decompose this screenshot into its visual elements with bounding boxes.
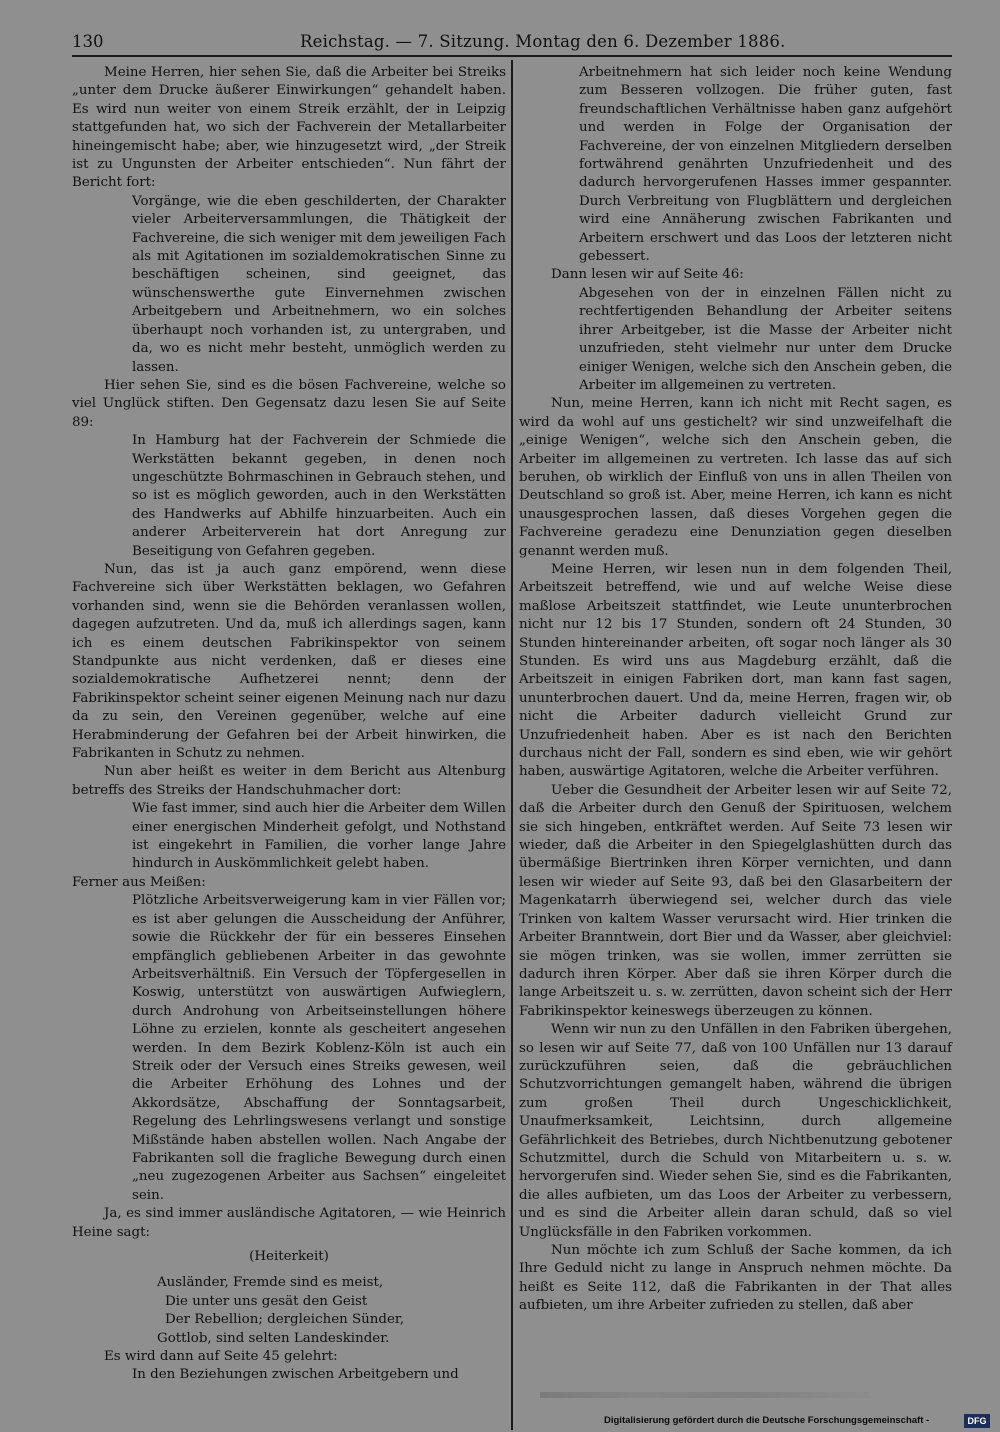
block-quote: In den Beziehungen zwischen Arbeitgebern und (132, 1367, 459, 1383)
page-number: 130 (72, 32, 104, 51)
dfg-logo: DFG (964, 1414, 990, 1428)
left-column (72, 64, 506, 1385)
block-quote: Abgesehen von der in einzelnen Fällen nicht zu rechtfertigenden Behandlung der Arbeiter seitens ihrer Arbeitgeber, ist die Masse der Arbeiter nicht unzufrieden, steht vielmehr nur unter dem Drucke einiger Wenigen, welche sich den Anschein geben, die Arbeiter im allgemeinen zu vertreten. (579, 285, 952, 393)
paragraph: Meine Herren, hier sehen Sie, daß die Arbeiter bei Streiks „unter dem Drucke äußerer Einwirkungen“ gehandelt haben. Es wird nun weiter von einem Streik erzählt, der in Leipzig stattgefunden hat, wo sich der Fachverein der Metallarbeiter hineingemischt habe; aber, wie hinzugesetzt wird, „der Streik ist zu Ungunsten der Arbeiter entschieden“. Nun fährt der Bericht fort: (72, 65, 506, 191)
block-quote: Wie fast immer, sind auch hier die Arbeiter dem Willen einer energischen Minderheit gefolgt, und Nothstand ist eingekehrt in Familien, die vorher lange Jahre hindurch in Auskömmlichkeit gelebt haben. (132, 801, 506, 872)
paragraph: Nun, meine Herren, kann ich nicht mit Recht sagen, es wird da wohl auf uns gestichelt? wir sind unzweifelhaft die „einige Wenigen“, welche sich den Anschein geben, die Arbeiter im allgemeinen zu vertreten. Ich lasse das auf sich beruhen, ob wirklich der Einfluß von uns in allen Theilen von Deutschland so groß ist. Aber, meine Herren, ich kann es nicht unausgesprochen lassen, daß dieses Vorgehen gegen die Fachvereine geradezu eine Denunziation gegen dieselben genannt werden muß. (519, 396, 952, 559)
right-column-paragraphs (519, 64, 952, 1316)
block-quote: Vorgänge, wie die eben geschilderten, der Charakter vieler Arbeiterversammlungen, die Thätigkeit der Fachvereine, die sich weniger mit dem jeweiligen Fach als mit Agitationen im sozialdemokratischen Sinne zu beschäftigen scheinen, sind geeignet, das wünschenswerthe gute Einvernehmen zwischen Arbeitgebern und Arbeitnehmern, wo ein solches überhaupt noch vorhanden ist, zu untergraben, und da, wo es nicht mehr besteht, unmöglich werden zu lassen. (132, 193, 506, 375)
paragraph: Dann lesen wir auf Seite 46: (551, 267, 744, 283)
paragraph: Hier sehen Sie, sind es die bösen Fachvereine, welche so viel Unglück stiften. Den Gegensatz dazu lesen Sie auf Seite 89: (72, 377, 506, 430)
footer-credit: Digitalisierung gefördert durch die Deutsche Forschungsgemeinschaft - (604, 1415, 930, 1426)
poem-line: Die unter uns gesät den Geist (165, 1293, 368, 1309)
paragraph: Ferner aus Meißen: (72, 874, 206, 890)
paragraph: Nun aber heißt es weiter in dem Bericht aus Altenburg betreffs des Streiks der Handschuhmacher dort: (72, 764, 506, 798)
paragraph: Es wird dann auf Seite 45 gelehrt: (104, 1349, 338, 1365)
paragraph: Wenn wir nun zu den Unfällen in den Fabriken übergehen, so lesen wir auf Seite 77, daß von 100 Unfällen nur 13 darauf zurückzuführen seien, daß die gebräuchlichen Schutzvorrichtungen gemangelt haben, während die übrigen zum großen Theil durch Ungeschicklichkeit, Unaufmerksamkeit, Leichtsinn, durch allgemeine Gefährlichkeit des Betriebes, durch Nichtbenutzung gebotener Schutzmittel, durch die Schuld von Mitarbeitern u. s. w. hervorgerufen sind. Wieder sehen Sie, sind es die Fabrikanten, die alles aufbieten, um das Loos der Arbeiter zu verbessern, und es sind die Arbeiter allein daran schuld, daß so viel Unglücksfälle in den Fabriken vorkommen. (519, 1022, 952, 1240)
poem-line: Ausländer, Fremde sind es meist, (157, 1275, 384, 1291)
left-column-end (72, 1348, 506, 1385)
interjection: (Heiterkeit) (249, 1249, 329, 1264)
paragraph: Nun möchte ich zum Schluß der Sache kommen, da ich Ihre Geduld nicht zu lange in Anspruch nehmen möchte. Da heißt es Seite 112, daß die Fabrikanten in der That alles aufbieten, um ihre Arbeiter zufrieden zu stellen, daß aber (519, 1243, 952, 1314)
paragraph: Meine Herren, wir lesen nun in dem folgenden Theil, Arbeitszeit betreffend, wie und auf welche Weise diese maßlose Arbeitszeit stattfindet, wie Leute ununterbrochen nicht nur 12 bis 17 Stunden, sondern oft 24 Stunden, 30 Stunden hintereinander arbeiten, oft sogar noch länger als 30 Stunden. Es wird uns aus Magdeburg erzählt, daß die Arbeitszeit in einigen Fabriken dort, man kann fast sagen, ununterbrochen dauert. Und da, meine Herren, fragen wir, ob nicht die Arbeiter dadurch vielleicht Grund zur Unzufriedenheit haben. Aber es ist nach den Berichten durchaus nicht der Fall, sondern es sind eben, wie wir gehört haben, auswärtige Agitatoren, welche die Arbeiter verführen. (519, 561, 952, 780)
block-quote: Plötzliche Arbeitsverweigerung kam in vier Fällen vor; es ist aber gelungen die Ausscheidung der Anführer, sowie die Rückkehr der für ein besseres Einsehen empfänglich gebliebenen Arbeiter in das gewohnte Arbeitsverhältniß. Ein Versuch der Töpfergesellen in Koswig, unterstützt von auswärtigen Aufwieglern, durch Androhung von Arbeitseinstellungen höhere Löhne zu erzielen, konnte als gescheitert angesehen werden. In dem Bezirk Koblenz-Köln ist auch ein Streik oder der Versuch eines Streiks gewesen, weil die Arbeiter Erhöhung des Lohnes und der Akkordsätze, Abschaffung der Sonntagsarbeit, Regelung des Lehrlingswesens verlangt und sonstige Mißstände haben abstellen wollen. Nach Angabe der Fabrikanten soll die fragliche Bewegung durch einen „neu zugezogenen Arbeiter aus Sachsen“ eingeleitet sein. (132, 893, 506, 1203)
block-quote: Arbeitnehmern hat sich leider noch keine Wendung zum Besseren vollzogen. Die früher guten, fast freundschaftlichen Verhältnisse haben ganz aufgehört und werden in Folge der Organisation der Fachvereine, der von einzelnen Mitgliedern derselben fortwährend genährten Unzufriedenheit und des dadurch hervorgerufenen Hasses immer gespannter. Durch Verbreitung von Flugblättern und dergleichen wird eine Annäherung zwischen Fabrikanten und Arbeitern erschwert und das Loos der letzteren nicht gebessert. (579, 65, 952, 265)
header-rule (72, 55, 952, 57)
running-head: Reichstag. — 7. Sitzung. Montag den 6. Dezember 1886. (300, 32, 786, 51)
heine-poem (157, 1274, 506, 1348)
paragraph: Ja, es sind immer ausländische Agitatoren, — wie Heinrich Heine sagt: (72, 1206, 506, 1240)
block-quote: In Hamburg hat der Fachverein der Schmiede die Werkstätten bekannt gegeben, in denen noch ungeschützte Bohrmaschinen in Gebrauch stehen, und so ist es möglich geworden, auch in den Werkstätten des Handwerks auf Abhilfe hinzuarbeiten. Auch ein anderer Arbeiterverein hat dort Anregung zur Beseitigung von Gefahren gegeben. (132, 433, 506, 559)
paragraph: Ueber die Gesundheit der Arbeiter lesen wir auf Seite 72, daß die Arbeiter durch den Genuß der Spirituosen, welchem sie sich hingeben, entkräftet werden. Auf Seite 73 lesen wir wieder, daß die Arbeiter in den Spiegelglashütten durch das übermäßige Biertrinken ihren Körper vernichten, und dann lesen wir wieder auf Seite 93, daß bei den Glasarbeitern der Magenkatarrh überwiegend sei, welcher durch das viele Trinken von kaltem Wasser verursacht wird. Hier trinken die Arbeiter Branntwein, dort Bier und da Wasser, aber gleichviel: sie mögen trinken, was sie wollen, immer zerrütten sie dadurch ihren Körper. Aber daß sie ihren Körper durch die lange Arbeitszeit u. s. w. zerrütten, davon scheint sich der Herr Fabrikinspektor keineswegs überzeugen zu können. (519, 782, 952, 1019)
poem-line: Gottlob, sind selten Landeskinder. (157, 1330, 390, 1346)
scan-artifact (540, 1392, 870, 1398)
right-column (519, 64, 952, 1316)
column-divider (511, 60, 513, 1430)
page-header (72, 30, 952, 56)
poem-line: Der Rebellion; dergleichen Sünder, (165, 1312, 405, 1328)
left-column-paragraphs (72, 64, 506, 1266)
paragraph: Nun, das ist ja auch ganz empörend, wenn diese Fachvereine sich über Werkstätten beklagen, wo Gefahren vorhanden sind, wenn sie die Behörden veranlassen wollen, dagegen aufzutreten. Und da, muß ich allerdings sagen, kann ich es einem deutschen Fabrikinspektor von seinem Standpunkte aus nicht verdenken, daß er dieses eine sozialdemokratische Aufhetzerei nennt; denn der Fabrikinspektor scheint seiner eigenen Meinung nach nur dazu da zu sein, den Vereinen gegenüber, welche auf eine Herabminderung der Gefahren bei der Arbeit hinwirken, die Fabrikanten in Schutz zu nehmen. (72, 561, 506, 762)
